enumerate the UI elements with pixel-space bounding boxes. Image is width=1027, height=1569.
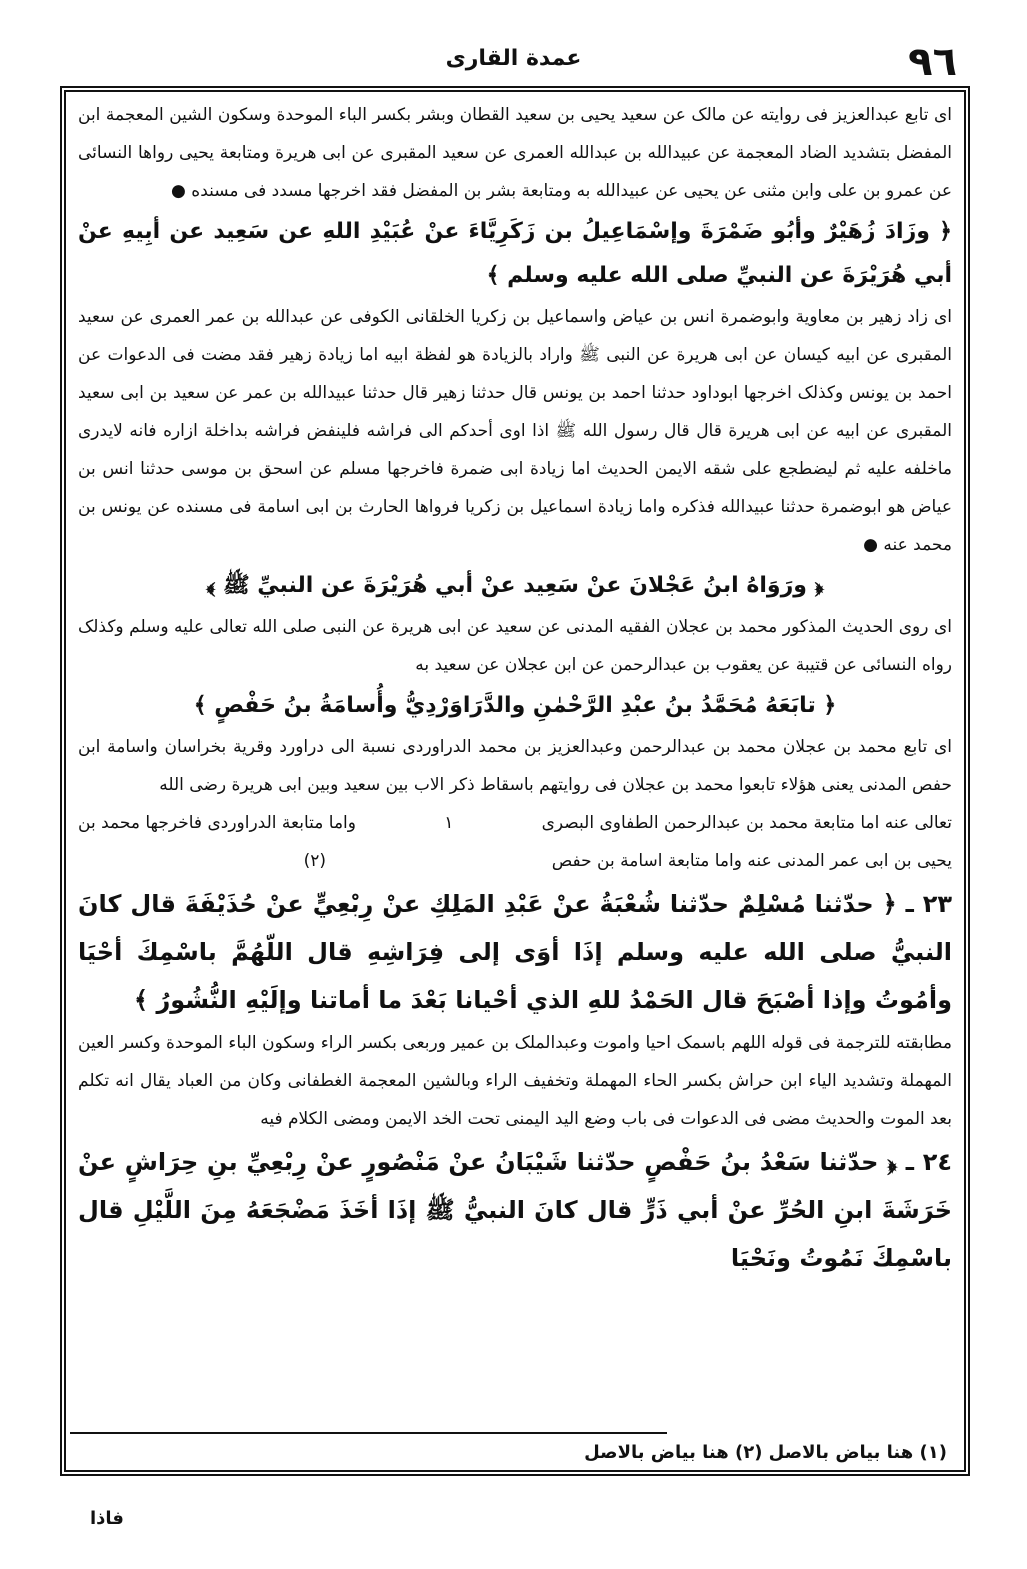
hadith-text: ﴿ ورَوَاهُ ابنُ عَجْلانَ عنْ سَعِيد عنْ أبي هُرَيْرَةَ عن النبيِّ ﷺ ﴾ xyxy=(206,573,824,598)
hadith-text: ٢٤ ـ ﴿ حدّثنا سَعْدُ بنُ حَفْصٍ حدّثنا شَيْبَانُ عنْ مَنْصُورٍ عنْ رِبْعِيِّ بنِ حِرَاشٍ عنْ خَرَشَةَ ابنِ الحُرِّ عنْ أبي ذَرٍّ قال كانَ النبيُّ ﷺ إذَا أخَذَ مَضْجَعَهُ مِنَ اللَّيْلِ قال باسْمِكَ نَمُوتُ ونَحْيَا xyxy=(78,1148,952,1272)
commentary-paragraph: ای زاد زهیر بن معاویة وابوضمرة انس بن عیاض واسماعیل بن زکریا الخلقانی الکوفی عن عبدالله بن عمر العمری عن سعید المقبری عن ابیه کیسان عن ابی هریرة عن النبی ﷺ واراد بالزیادة هو لفظة ابیه اما زیادة زهیر فقد مضت فی الدعوات عن احمد بن یونس وکذلک اخرجها ابوداود حدثنا احمد بن یونس قال حدثنا زهیر قال حدثنا عبیدالله بن عمر عن سعید بن ابی سعید المقبری عن ابیه عن ابی هریرة قال قال رسول الله ﷺ اذا اوی أحدکم الی فراشه فلینفض فراشه بداخلة ازاره فانه لایدری ماخلفه علیه ثم لیضطجع علی شقه الایمن الحدیث اما زیادة ابی ضمرة فاخرجها مسلم عن اسحق بن موسی حدثنا انس بن عیاض هو ابوضمرة حدثنا عبیدالله فذکره واما زیادة اسماعیل بن زکریا فرواها الحارث بن ابی اسامة فی مسنده عن یونس بن محمد عنه ● xyxy=(78,307,952,555)
hadith-text: ﴿ تابَعَهُ مُحَمَّدُ بنُ عبْدِ الرَّحْمٰنِ والدَّرَاوَرْدِيُّ وأُسامَةُ بنُ حَفْصٍ ﴾ xyxy=(193,693,837,718)
page-header xyxy=(60,40,967,84)
lacuna-line xyxy=(70,842,960,880)
footnote-mark: ١ xyxy=(444,813,454,833)
hadith-text: ٢٣ ـ ﴿ حدّثنا مُسْلِمٌ حدّثنا شُعْبَةُ عنْ عَبْدِ المَلِكِ عنْ رِبْعِيٍّ عنْ حُذَيْفَةَ قال كانَ النبيُّ صلى الله عليه وسلم إذَا أوَى إلى فِرَاشِهِ قال اللّهُمَّ باسْمِكَ أحْيَا وأمُوتُ وإذا أصْبَحَ قال الحَمْدُ للهِ الذي أحْيانا بَعْدَ ما أماتنا وإلَيْهِ النُّشُورُ ﴾ xyxy=(78,890,952,1014)
lacuna-line xyxy=(70,804,960,842)
footnote-mark: (٢) xyxy=(303,851,327,871)
lacuna-line-right: تعالی عنه اما متابعة محمد بن عبدالرحمن الطفاوی البصری xyxy=(541,813,952,833)
commentary-paragraph: مطابقته للترجمة فی قوله اللهم باسمک احیا واموت وعبدالملک بن عمیر وربعی بکسر الراء وسکون الباء الموحدة وکسر العین المهملة وتشدید الیاء ابن حراش بکسر الحاء المهملة وتخفیف الراء وبالشین المعجمة الغطفانی وکان من العباد یقال انه تکلم بعد الموت والحدیث مضی فی الدعوات فی باب وضع الید الیمنی تحت الخد الایمن ومضی الکلام فیه xyxy=(78,1033,952,1129)
footnotes: (١) هنا بیاض بالاصل (٢) هنا بیاض بالاصل xyxy=(584,1442,947,1463)
hadith-text: ﴿ وزَادَ زُهَيْرٌ وأبُو ضَمْرَةَ وإسْمَاعِيلُ بن زَكَرِيَّاءَ عنْ عُبَيْدِ اللهِ عن سَعِيد عن أبِيهِ عنْ أبي هُرَيْرَةَ عن النبيِّ صلى الله عليه وسلم ﴾ xyxy=(78,219,952,288)
lacuna-line-left: واما متابعة الدراوردی فاخرجها محمد بن xyxy=(78,813,356,833)
running-title: عمدة القاری xyxy=(445,46,582,71)
commentary-paragraph: ای تابع عبدالعزیز فی روایته عن مالک عن سعید یحیی بن سعید القطان وبشر بکسر الباء الموحدة وسکون الشین المعجمة ابن المفضل بتشدید الضاد المعجمة عن عبیدالله بن عبدالله العمری عن سعید المقبری عن ابی هریرة ومتابعة یحیی رواها النسائی عن عمرو بن علی وابن مثنی عن یحیی عن عبیدالله به ومتابعة بشر بن المفضل فقد اخرجها مسدد فی مسنده ● xyxy=(78,105,952,201)
page-content xyxy=(70,96,960,1426)
commentary-paragraph: ای روی الحدیث المذکور محمد بن عجلان الفقیه المدنی عن سعید عن ابی هریرة عن النبی صلی الله تعالی علیه وسلم وکذلک رواه النسائی عن قتیبة عن یعقوب بن عبدالرحمن عن ابن عجلان عن سعید به xyxy=(78,617,952,675)
footnote-divider xyxy=(70,1432,667,1434)
page-number: ٩٦ xyxy=(908,39,957,85)
lacuna-line-right: یحیی بن ابی عمر المدنی عنه واما متابعة اسامة بن حفص xyxy=(551,851,952,871)
catchword: فاذا xyxy=(90,1508,124,1529)
commentary-paragraph: ای تابع محمد بن عجلان محمد بن عبدالرحمن وعبدالعزیز بن محمد الدراوردی نسبة الی دراورد وقریة بخراسان واسامة ابن حفص المدنی یعنی هؤلاء تابعوا محمد بن عجلان فی روایتهم باسقاط ذکر الاب بین سعید وبین ابی هریرة رضی الله xyxy=(78,737,952,795)
